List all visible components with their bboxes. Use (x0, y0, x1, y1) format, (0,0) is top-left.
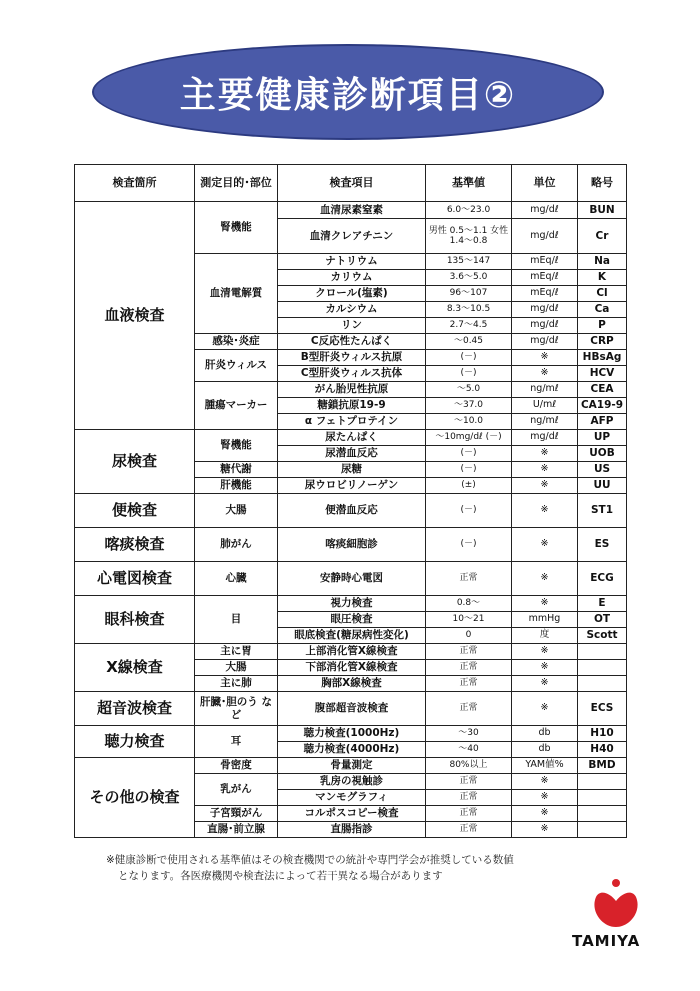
unit-cell: ※ (512, 676, 578, 692)
item-cell: 糖鎖抗原19-9 (278, 398, 426, 414)
unit-cell: ※ (512, 528, 578, 562)
purpose-cell: 感染･炎症 (195, 334, 278, 350)
item-cell: 胸部X線検査 (278, 676, 426, 692)
unit-cell: mg/dℓ (512, 318, 578, 334)
purpose-cell: 心臓 (195, 562, 278, 596)
abbr-cell (578, 676, 627, 692)
unit-cell: ※ (512, 822, 578, 838)
abbr-cell (578, 774, 627, 790)
item-cell: 尿ウロビリノーゲン (278, 478, 426, 494)
purpose-cell: 糖代謝 (195, 462, 278, 478)
item-cell: 聴力検査(1000Hz) (278, 726, 426, 742)
item-cell: コルポスコピー検査 (278, 806, 426, 822)
unit-cell: ※ (512, 790, 578, 806)
purpose-cell: 直腸･前立腺 (195, 822, 278, 838)
item-cell: 乳房の視触診 (278, 774, 426, 790)
purpose-cell: 大腸 (195, 494, 278, 528)
unit-cell: ※ (512, 644, 578, 660)
unit-cell: mg/dℓ (512, 430, 578, 446)
purpose-cell: 腫瘍マーカー (195, 382, 278, 430)
unit-cell: U/mℓ (512, 398, 578, 414)
category-other: その他の検査 (75, 758, 195, 838)
abbr-cell (578, 660, 627, 676)
header-cell: 単位 (512, 165, 578, 202)
unit-cell: ※ (512, 350, 578, 366)
purpose-cell: 子宮頸がん (195, 806, 278, 822)
item-cell: カリウム (278, 270, 426, 286)
item-cell: 喀痰細胞診 (278, 528, 426, 562)
unit-cell: mEq/ℓ (512, 286, 578, 302)
item-cell: 尿糖 (278, 462, 426, 478)
purpose-cell: 乳がん (195, 774, 278, 806)
category-sputum: 喀痰検査 (75, 528, 195, 562)
ref-cell: (－) (426, 350, 512, 366)
ref-cell: ～5.0 (426, 382, 512, 398)
ref-cell: ～30 (426, 726, 512, 742)
unit-cell: YAM値% (512, 758, 578, 774)
ref-cell: (－) (426, 528, 512, 562)
table-row (75, 202, 627, 219)
item-cell: 血清クレアチニン (278, 219, 426, 254)
abbr-cell: ST1 (578, 494, 627, 528)
purpose-cell: 主に肺 (195, 676, 278, 692)
abbr-cell: HBsAg (578, 350, 627, 366)
item-cell: C反応性たんぱく (278, 334, 426, 350)
category-ecg: 心電図検査 (75, 562, 195, 596)
abbr-cell: H40 (578, 742, 627, 758)
purpose-cell: 肝機能 (195, 478, 278, 494)
table-row (75, 430, 627, 446)
category-xray: X線検査 (75, 644, 195, 692)
table-row (75, 596, 627, 612)
item-cell: がん胎児性抗原 (278, 382, 426, 398)
abbr-cell: CRP (578, 334, 627, 350)
header-cell: 略号 (578, 165, 627, 202)
abbr-cell (578, 822, 627, 838)
purpose-cell: 大腸 (195, 660, 278, 676)
purpose-cell: 腎機能 (195, 430, 278, 462)
unit-cell: mg/dℓ (512, 219, 578, 254)
ref-cell: (－) (426, 462, 512, 478)
item-cell: B型肝炎ウィルス抗原 (278, 350, 426, 366)
ref-cell: ～10.0 (426, 414, 512, 430)
ref-cell: (±) (426, 478, 512, 494)
header-cell: 検査項目 (278, 165, 426, 202)
abbr-cell: Na (578, 254, 627, 270)
abbr-cell: Scott (578, 628, 627, 644)
ref-cell: ～0.45 (426, 334, 512, 350)
unit-cell: db (512, 726, 578, 742)
unit-cell: mg/dℓ (512, 202, 578, 219)
item-cell: 下部消化管X線検査 (278, 660, 426, 676)
ref-cell: 2.7～4.5 (426, 318, 512, 334)
exam-table (74, 164, 627, 838)
unit-cell: ※ (512, 774, 578, 790)
category-stool: 便検査 (75, 494, 195, 528)
item-cell: 聴力検査(4000Hz) (278, 742, 426, 758)
ref-cell: 0 (426, 628, 512, 644)
abbr-cell: OT (578, 612, 627, 628)
unit-cell: ※ (512, 596, 578, 612)
footnote (106, 852, 514, 884)
abbr-cell: CEA (578, 382, 627, 398)
ref-cell: 正常 (426, 644, 512, 660)
abbr-cell: UP (578, 430, 627, 446)
ref-cell: 10～21 (426, 612, 512, 628)
category-ultrasound: 超音波検査 (75, 692, 195, 726)
header-cell: 基準値 (426, 165, 512, 202)
item-cell: クロール(塩素) (278, 286, 426, 302)
abbr-cell: ECG (578, 562, 627, 596)
table-header (75, 165, 627, 202)
purpose-cell: 腎機能 (195, 202, 278, 254)
page-title: 主要健康診断項目② (179, 74, 517, 116)
ref-cell: 正常 (426, 806, 512, 822)
ref-cell: (－) (426, 446, 512, 462)
item-cell: 安静時心電図 (278, 562, 426, 596)
ref-cell: 正常 (426, 692, 512, 726)
footnote-line: となります。各医療機関や検査法によって若干異なる場合があります (118, 870, 443, 882)
unit-cell: ng/mℓ (512, 382, 578, 398)
unit-cell: ※ (512, 660, 578, 676)
purpose-cell: 肝臓･胆のう など (195, 692, 278, 726)
table-row (75, 726, 627, 742)
ref-cell: (－) (426, 494, 512, 528)
unit-cell: 度 (512, 628, 578, 644)
item-cell: リン (278, 318, 426, 334)
purpose-cell: 耳 (195, 726, 278, 758)
purpose-cell: 骨密度 (195, 758, 278, 774)
purpose-cell: 肝炎ウィルス (195, 350, 278, 382)
item-cell: 眼底検査(糖尿病性変化) (278, 628, 426, 644)
ref-cell: 正常 (426, 676, 512, 692)
ref-cell: 135～147 (426, 254, 512, 270)
abbr-cell: Cr (578, 219, 627, 254)
header-cell: 測定目的･部位 (195, 165, 278, 202)
ref-cell: 8.3～10.5 (426, 302, 512, 318)
abbr-cell: E (578, 596, 627, 612)
item-cell: α フェトプロテイン (278, 414, 426, 430)
table-row (75, 758, 627, 774)
unit-cell: mEq/ℓ (512, 254, 578, 270)
table-row (75, 494, 627, 528)
item-cell: 尿潜血反応 (278, 446, 426, 462)
item-cell: カルシウム (278, 302, 426, 318)
table-row (75, 562, 627, 596)
abbr-cell: ECS (578, 692, 627, 726)
abbr-cell: Ca (578, 302, 627, 318)
abbr-cell: ES (578, 528, 627, 562)
ref-cell: (－) (426, 366, 512, 382)
item-cell: 眼圧検査 (278, 612, 426, 628)
abbr-cell (578, 790, 627, 806)
purpose-cell: 肺がん (195, 528, 278, 562)
unit-cell: ※ (512, 692, 578, 726)
unit-cell: ※ (512, 494, 578, 528)
ref-cell: 男性 0.5～1.1 女性 1.4～0.8 (426, 219, 512, 254)
unit-cell: mg/dℓ (512, 334, 578, 350)
item-cell: 腹部超音波検査 (278, 692, 426, 726)
header-cell: 検査箇所 (75, 165, 195, 202)
category-hearing: 聴力検査 (75, 726, 195, 758)
abbr-cell: AFP (578, 414, 627, 430)
ref-cell: 6.0～23.0 (426, 202, 512, 219)
ref-cell: 80%以上 (426, 758, 512, 774)
abbr-cell: US (578, 462, 627, 478)
ref-cell: 正常 (426, 562, 512, 596)
unit-cell: ※ (512, 806, 578, 822)
abbr-cell (578, 644, 627, 660)
ref-cell: 正常 (426, 790, 512, 806)
abbr-cell: H10 (578, 726, 627, 742)
logo-text: TAMIYA (572, 932, 641, 950)
abbr-cell (578, 806, 627, 822)
table-row (75, 692, 627, 726)
purpose-cell: 目 (195, 596, 278, 644)
table-row (75, 644, 627, 660)
unit-cell: ※ (512, 462, 578, 478)
item-cell: 血清尿素窒素 (278, 202, 426, 219)
title-banner (92, 44, 604, 140)
ref-cell: 3.6～5.0 (426, 270, 512, 286)
item-cell: C型肝炎ウィルス抗体 (278, 366, 426, 382)
item-cell: 便潜血反応 (278, 494, 426, 528)
unit-cell: mEq/ℓ (512, 270, 578, 286)
category-blood: 血液検査 (75, 202, 195, 430)
unit-cell: mmHg (512, 612, 578, 628)
unit-cell: ※ (512, 446, 578, 462)
unit-cell: ※ (512, 366, 578, 382)
item-cell: 骨量測定 (278, 758, 426, 774)
abbr-cell: HCV (578, 366, 627, 382)
category-eye: 眼科検査 (75, 596, 195, 644)
item-cell: 尿たんぱく (278, 430, 426, 446)
ref-cell: 正常 (426, 774, 512, 790)
abbr-cell: CA19-9 (578, 398, 627, 414)
abbr-cell: Cl (578, 286, 627, 302)
item-cell: マンモグラフィ (278, 790, 426, 806)
unit-cell: ng/mℓ (512, 414, 578, 430)
unit-cell: ※ (512, 478, 578, 494)
table-row (75, 528, 627, 562)
ref-cell: 96～107 (426, 286, 512, 302)
item-cell: 直腸指診 (278, 822, 426, 838)
unit-cell: db (512, 742, 578, 758)
abbr-cell: UU (578, 478, 627, 494)
purpose-cell: 血清電解質 (195, 254, 278, 334)
category-urine: 尿検査 (75, 430, 195, 494)
abbr-cell: UOB (578, 446, 627, 462)
purpose-cell: 主に胃 (195, 644, 278, 660)
ref-cell: 正常 (426, 822, 512, 838)
unit-cell: mg/dℓ (512, 302, 578, 318)
ref-cell: ～10mg/dℓ (－) (426, 430, 512, 446)
ref-cell: ～37.0 (426, 398, 512, 414)
footnote-line: ※健康診断で使用される基準値はその検査機関での統計や専門学会が推奨している数値 (106, 854, 514, 866)
ref-cell: 正常 (426, 660, 512, 676)
ref-cell: ～40 (426, 742, 512, 758)
abbr-cell: BMD (578, 758, 627, 774)
abbr-cell: P (578, 318, 627, 334)
abbr-cell: K (578, 270, 627, 286)
item-cell: ナトリウム (278, 254, 426, 270)
abbr-cell: BUN (578, 202, 627, 219)
item-cell: 視力検査 (278, 596, 426, 612)
unit-cell: ※ (512, 562, 578, 596)
ref-cell: 0.8～ (426, 596, 512, 612)
item-cell: 上部消化管X線検査 (278, 644, 426, 660)
